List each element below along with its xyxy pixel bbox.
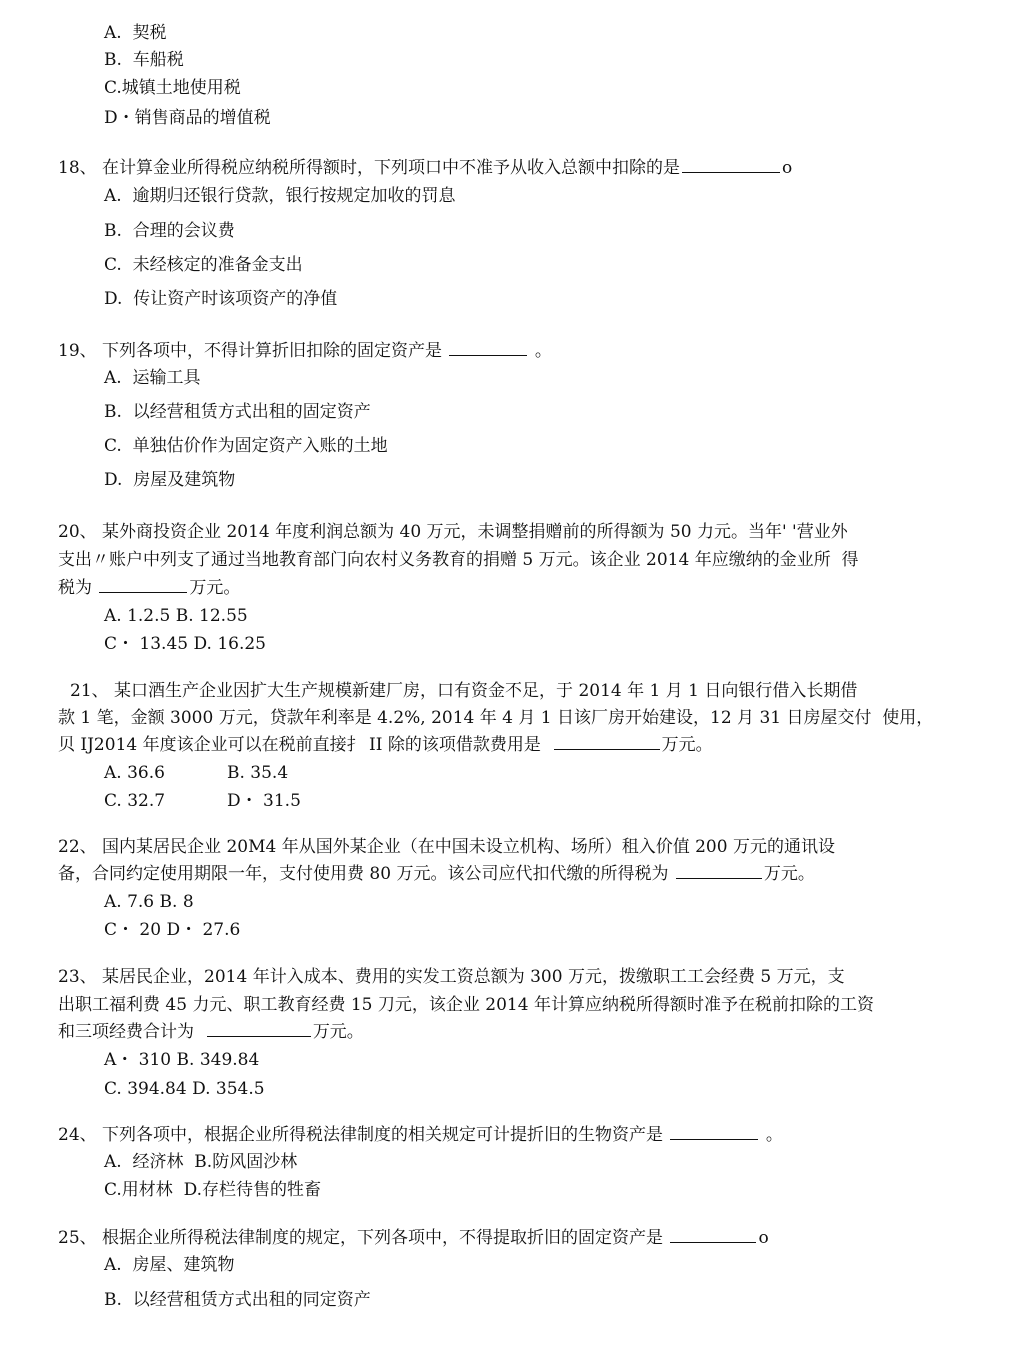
option-b: B. 车船税 xyxy=(104,50,184,70)
question-24-stem: 24、 下列各项中，根据企业所得税法律制度的相关规定可计提折旧的生物资产是 。 xyxy=(58,1125,783,1145)
option-c: C. 单独估价作为固定资产入账的土地 xyxy=(104,436,388,456)
option-c: C. 32.7 xyxy=(104,791,166,811)
option-ab: A. 7.6 B. 8 xyxy=(104,892,194,912)
answer-blank xyxy=(682,157,780,173)
question-20-line-1: 20、 某外商投资企业 2014 年度利润总额为 40 万元，未调整捐赠前的所得额为 50 力元。当年' '营业外 xyxy=(58,522,848,542)
option-a: A. 契税 xyxy=(104,23,167,43)
option-cd: C.用材林 D.存栏待售的牲畜 xyxy=(104,1180,322,1200)
option-ab: A・ 310 B. 349.84 xyxy=(104,1050,260,1070)
question-23-line-1: 23、 某居民企业，2014 年计入成本、费用的实发工资总额为 300 万元，拨缴职工工会经费 5 万元，支 xyxy=(58,967,845,987)
option-b: B. 35.4 xyxy=(227,763,289,783)
question-19-stem: 19、 下列各项中，不得计算折旧扣除的固定资产是 。 xyxy=(58,341,552,361)
option-d: D. 房屋及建筑物 xyxy=(104,470,236,490)
option-ab: A. 1.2.5 B. 12.55 xyxy=(104,606,248,626)
answer-blank xyxy=(449,340,527,356)
answer-blank xyxy=(670,1227,756,1243)
option-b: B. 以经营租赁方式出租的同定资产 xyxy=(104,1290,371,1310)
option-cd: C. 394.84 D. 354.5 xyxy=(104,1079,265,1099)
option-ab: A. 经济林 B.防风固沙林 xyxy=(104,1152,298,1172)
option-a: A. 36.6 xyxy=(104,763,165,783)
option-d: D・ 31.5 xyxy=(227,791,301,811)
answer-blank xyxy=(670,1124,758,1140)
question-23-line-3: 和三项经费合计为 万元。 xyxy=(58,1022,364,1042)
question-21-line-2: 款 1 笔，金额 3000 万元，贷款年利率是 4.2%, 2014 年 4 月 1 日该厂房开始建设，12 月 31 日房屋交付 使用， xyxy=(58,708,934,728)
option-b: B. 合理的会议费 xyxy=(104,221,235,241)
option-a: A. 运输工具 xyxy=(104,368,201,388)
answer-blank xyxy=(554,734,660,750)
answer-blank xyxy=(676,863,762,879)
answer-blank xyxy=(207,1021,311,1037)
question-21-line-1: 21、 某口酒生产企业因扩大生产规模新建厂房，口有资金不足，于 2014 年 1 月 1 日向银行借入长期借 xyxy=(70,681,858,701)
question-25-stem: 25、 根据企业所得税法律制度的规定，下列各项中，不得提取折旧的固定资产是 o xyxy=(58,1228,769,1248)
question-23-line-2: 出职工福利费 45 力元、职工教育经费 15 刀元，该企业 2014 年计算应纳税所得额时准予在税前扣除的工资 xyxy=(58,995,874,1015)
question-20-line-2: 支出〃账户中列支了通过当地教育部门向农村义务教育的捐赠 5 万元。该企业 2014 年应缴纳的金业所 得 xyxy=(58,550,859,570)
question-21-line-3: 贝 IJ2014 年度该企业可以在税前直接扌 II 除的该项借款费用是 万元。 xyxy=(58,735,713,755)
question-22-line-2: 备，合同约定使用期限一年，支付使用费 80 万元。该公司应代扣代缴的所得税为 万元。 xyxy=(58,864,815,884)
option-a: A. 房屋、建筑物 xyxy=(104,1255,235,1275)
option-d: D・销售商品的增值税 xyxy=(104,108,271,128)
option-c: C. 未经核定的准备金支出 xyxy=(104,255,303,275)
option-cd: C・ 13.45 D. 16.25 xyxy=(104,634,266,654)
question-20-line-3: 税为 万元。 xyxy=(58,578,241,598)
question-22-line-1: 22、 国内某居民企业 20M4 年从国外某企业（在中国未设立机构、场所）租入价值 200 万元的通讯设 xyxy=(58,837,835,857)
option-c: C.城镇土地使用税 xyxy=(104,78,241,98)
option-a: A. 逾期归还银行贷款，银行按规定加收的罚息 xyxy=(104,186,456,206)
option-cd: C・ 20 D・ 27.6 xyxy=(104,920,241,940)
answer-blank xyxy=(99,577,187,593)
option-b: B. 以经营租赁方式出租的固定资产 xyxy=(104,402,371,422)
question-18-stem: 18、 在计算金业所得税应纳税所得额时，下列项口中不准予从收入总额中扣除的是 o xyxy=(58,158,793,178)
option-d: D. 传让资产时该项资产的净值 xyxy=(104,289,338,309)
